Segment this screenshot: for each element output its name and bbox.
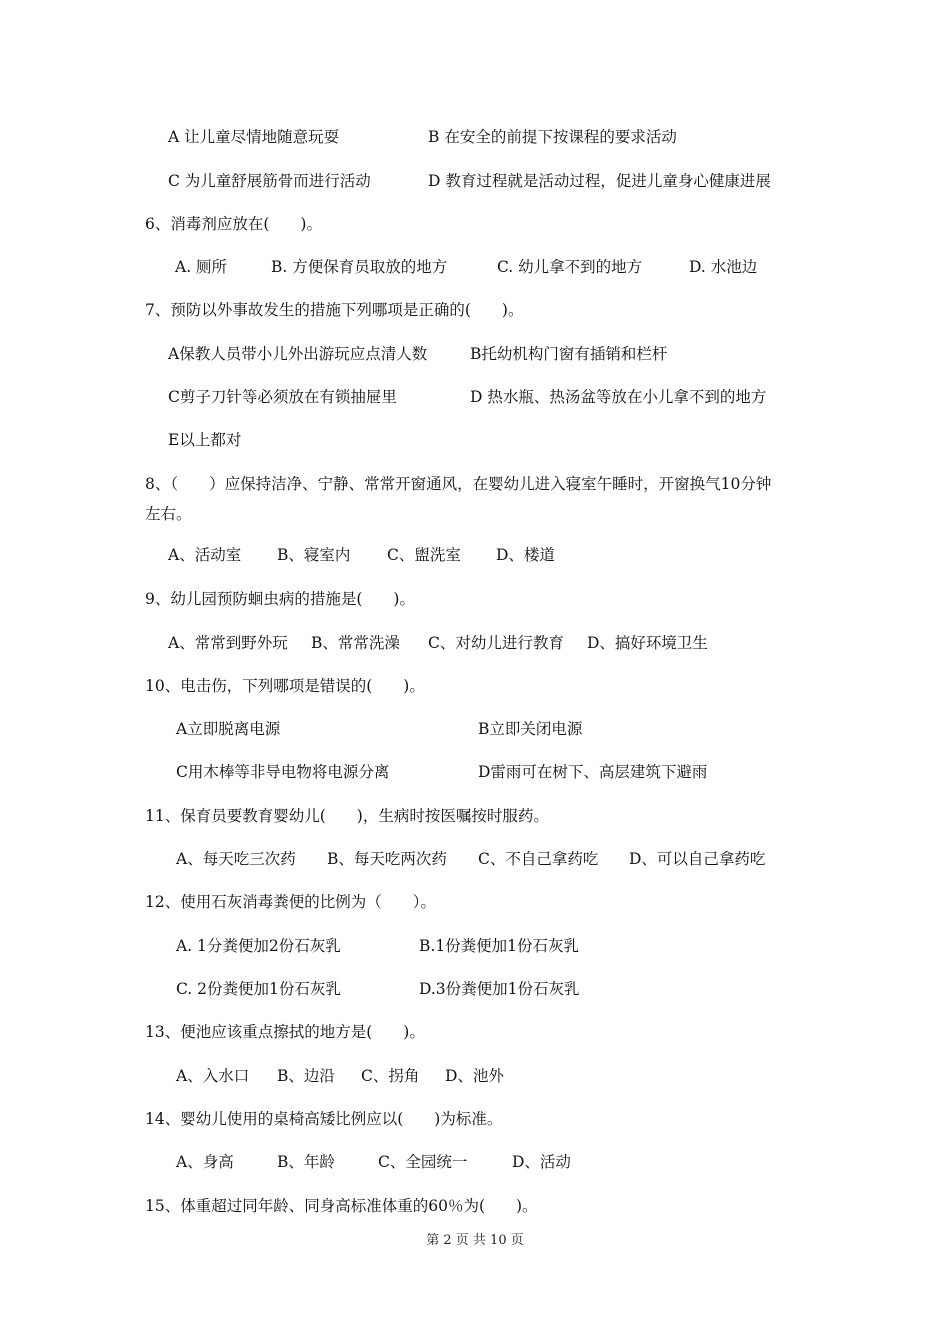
q14-option-b: B、年龄 — [277, 1153, 335, 1171]
page-number: 第 2 页 共 10 页 — [426, 1233, 524, 1248]
q5-option-a: A 让儿童尽情地随意玩耍 — [168, 128, 340, 146]
q13-option-a: A、入水口 — [176, 1067, 250, 1085]
q9-option-b: B、常常洗澡 — [311, 634, 400, 652]
q8-stem-line2: 左右。 — [145, 505, 192, 523]
q10-option-c: C用木棒等非导电物将电源分离 — [176, 763, 390, 781]
q12-option-c: C. 2份粪便加1份石灰乳 — [176, 980, 341, 998]
q8-stem-line1: 8、（ ）应保持洁净、宁静、常常开窗通风，在婴幼儿进入寝室午睡时，开窗换气10分钟 — [145, 475, 772, 493]
q8-option-c: C、盥洗室 — [387, 546, 461, 564]
q9-option-a: A、常常到野外玩 — [168, 634, 288, 652]
q10-option-b: B立即关闭电源 — [478, 720, 583, 738]
q7-stem: 7、预防以外事故发生的措施下列哪项是正确的( )。 — [145, 301, 524, 319]
q11-option-d: D、可以自己拿药吃 — [629, 850, 766, 868]
q13-stem: 13、便池应该重点擦拭的地方是( )。 — [145, 1023, 425, 1041]
q13-option-c: C、拐角 — [361, 1067, 420, 1085]
q7-option-d: D 热水瓶、热汤盆等放在小儿拿不到的地方 — [470, 388, 767, 406]
q12-stem: 12、使用石灰消毒粪便的比例为（ ）。 — [145, 893, 436, 911]
q6-option-b: B. 方便保育员取放的地方 — [271, 258, 448, 276]
q5-option-c: C 为儿童舒展筋骨而进行活动 — [168, 172, 371, 190]
q10-option-a: A立即脱离电源 — [176, 720, 281, 738]
q12-option-a: A. 1分粪便加2份石灰乳 — [176, 937, 341, 955]
q9-stem: 9、幼儿园预防蛔虫病的措施是( )。 — [145, 590, 415, 608]
q6-option-c: C. 幼儿拿不到的地方 — [497, 258, 643, 276]
q10-option-d: D雷雨可在树下、高层建筑下避雨 — [478, 763, 708, 781]
q11-stem: 11、保育员要教育婴幼儿( )，生病时按医嘱按时服药。 — [145, 807, 549, 825]
q10-stem: 10、电击伤，下列哪项是错误的( )。 — [145, 677, 425, 695]
q5-option-b: B 在安全的前提下按课程的要求活动 — [428, 128, 677, 146]
q14-option-a: A、身高 — [176, 1153, 234, 1171]
q15-stem: 15、体重超过同年龄、同身高标准体重的60％为( )。 — [145, 1197, 538, 1215]
q8-option-b: B、寝室内 — [277, 546, 351, 564]
q6-option-d: D. 水池边 — [689, 258, 758, 276]
q14-stem: 14、婴幼儿使用的桌椅高矮比例应以( )为标准。 — [145, 1110, 503, 1128]
q11-option-b: B、每天吃两次药 — [327, 850, 447, 868]
q6-stem: 6、消毒剂应放在( )。 — [145, 215, 322, 233]
q7-option-c: C剪子刀针等必须放在有锁抽屉里 — [168, 388, 397, 406]
q7-option-b: B托幼机构门窗有插销和栏杆 — [470, 345, 668, 363]
q5-option-d: D 教育过程就是活动过程，促进儿童身心健康进展 — [428, 172, 771, 190]
q8-option-d: D、楼道 — [496, 546, 555, 564]
q13-option-b: B、边沿 — [277, 1067, 335, 1085]
q7-option-a: A保教人员带小儿外出游玩应点清人数 — [168, 345, 428, 363]
q14-option-c: C、全园统一 — [378, 1153, 468, 1171]
q12-option-d: D.3份粪便加1份石灰乳 — [419, 980, 580, 998]
q9-option-c: C、对幼儿进行教育 — [428, 634, 564, 652]
q9-option-d: D、搞好环境卫生 — [587, 634, 708, 652]
q13-option-d: D、池外 — [445, 1067, 504, 1085]
q8-option-a: A、活动室 — [168, 546, 242, 564]
q14-option-d: D、活动 — [512, 1153, 571, 1171]
q11-option-c: C、不自己拿药吃 — [478, 850, 599, 868]
q11-option-a: A、每天吃三次药 — [176, 850, 296, 868]
q12-option-b: B.1份粪便加1份石灰乳 — [419, 937, 580, 955]
q6-option-a: A. 厕所 — [175, 258, 228, 276]
q7-option-e: E以上都对 — [168, 431, 242, 449]
